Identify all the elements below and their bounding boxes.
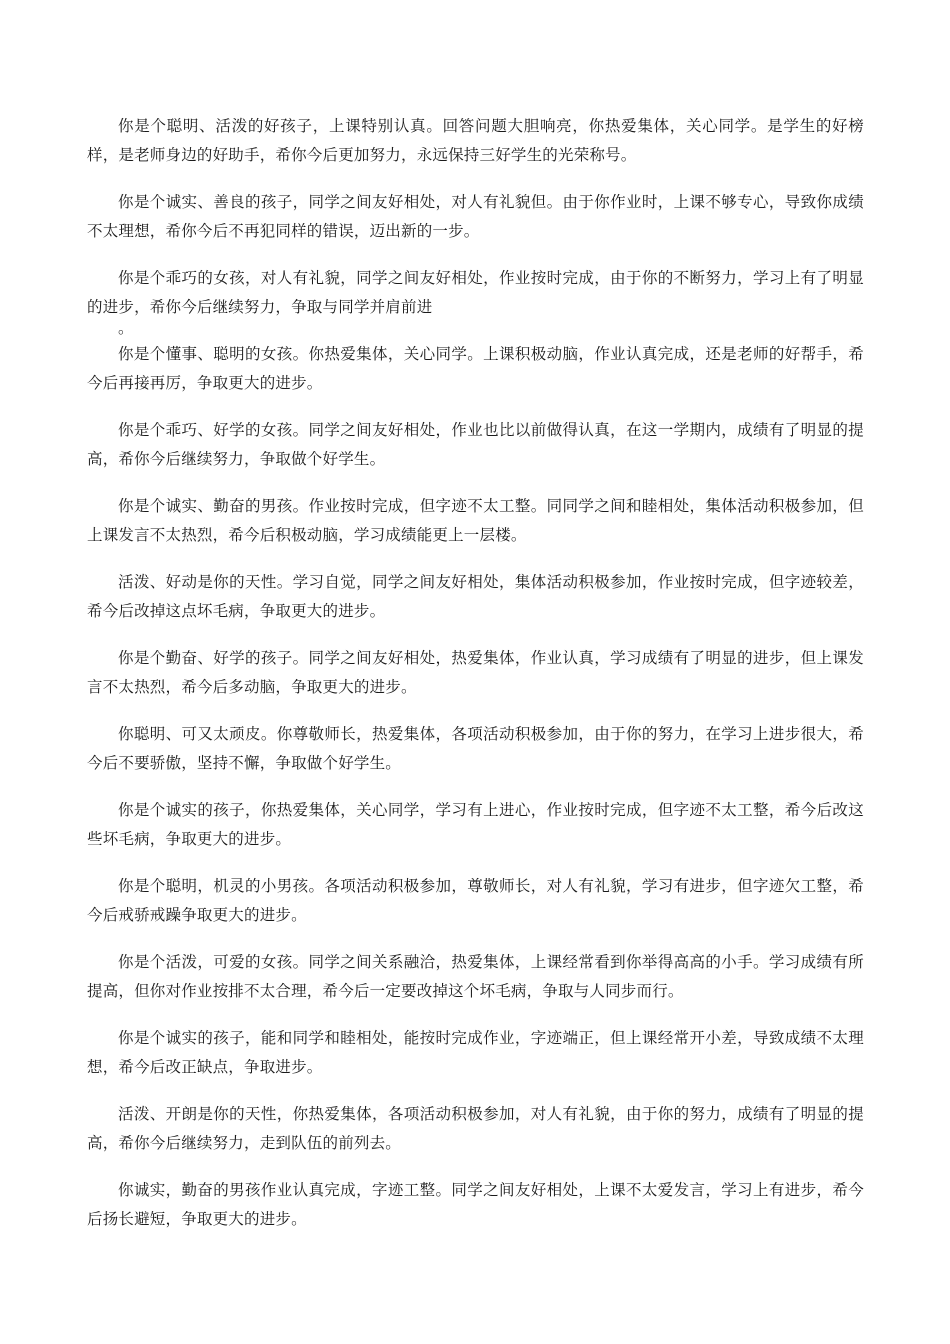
comment-paragraph-12: 你是个活泼，可爱的女孩。同学之间关系融洽，热爱集体，上课经常看到你举得高高的小手。学习成绩有所提高，但你对作业按排不太合理，希今后一定要改掉这个坏毛病，争取与人同步而行。	[87, 953, 864, 1000]
document-body	[87, 112, 864, 1252]
comment-paragraph-3: 你是个乖巧的女孩，对人有礼貌，同学之间友好相处，作业按时完成，由于你的不断努力，学习上有了明显的进步，希你今后继续努力，争取与同学并肩前进	[87, 269, 864, 316]
comment-paragraph-11: 你是个聪明，机灵的小男孩。各项活动积极参加，尊敬师长，对人有礼貌，学习有进步，但字迹欠工整，希今后戒骄戒躁争取更大的进步。	[87, 877, 864, 924]
comment-paragraph-4: 你是个懂事、聪明的女孩。你热爱集体，关心同学。上课积极动脑，作业认真完成，还是老师的好帮手，希今后再接再厉，争取更大的进步。	[87, 345, 864, 392]
stray-period-line: 。	[118, 319, 134, 337]
comment-paragraph-2: 你是个诚实、善良的孩子，同学之间友好相处，对人有礼貌但。由于你作业时，上课不够专心，导致你成绩不太理想，希你今后不再犯同样的错误，迈出新的一步。	[87, 193, 864, 240]
comment-paragraph-7: 活泼、好动是你的天性。学习自觉，同学之间友好相处，集体活动积极参加，作业按时完成，但字迹较差，希今后改掉这点坏毛病，争取更大的进步。	[87, 573, 864, 620]
comment-paragraph-9: 你聪明、可又太顽皮。你尊敬师长，热爱集体，各项活动积极参加，由于你的努力，在学习上进步很大，希今后不要骄傲，坚持不懈，争取做个好学生。	[87, 725, 864, 772]
comment-paragraph-8: 你是个勤奋、好学的孩子。同学之间友好相处，热爱集体，作业认真，学习成绩有了明显的进步，但上课发言不太热烈，希今后多动脑，争取更大的进步。	[87, 649, 864, 696]
comment-paragraph-15: 你诚实，勤奋的男孩作业认真完成，字迹工整。同学之间友好相处，上课不太爱发言，学习上有进步，希今后扬长避短，争取更大的进步。	[87, 1181, 864, 1228]
comment-paragraph-10: 你是个诚实的孩子，你热爱集体，关心同学，学习有上进心，作业按时完成，但字迹不太工整，希今后改这些坏毛病，争取更大的进步。	[87, 801, 864, 848]
comment-paragraph-13: 你是个诚实的孩子，能和同学和睦相处，能按时完成作业，字迹端正，但上课经常开小差，导致成绩不太理想，希今后改正缺点，争取进步。	[87, 1029, 864, 1076]
comment-paragraph-6: 你是个诚实、勤奋的男孩。作业按时完成，但字迹不太工整。同同学之间和睦相处，集体活动积极参加，但上课发言不太热烈，希今后积极动脑，学习成绩能更上一层楼。	[87, 497, 864, 544]
comment-paragraph-5: 你是个乖巧、好学的女孩。同学之间友好相处，作业也比以前做得认真，在这一学期内，成绩有了明显的提高，希你今后继续努力，争取做个好学生。	[87, 421, 864, 468]
comment-paragraph-14: 活泼、开朗是你的天性，你热爱集体，各项活动积极参加，对人有礼貌，由于你的努力，成绩有了明显的提高，希你今后继续努力，走到队伍的前列去。	[87, 1105, 864, 1152]
comment-paragraph-1: 你是个聪明、活泼的好孩子，上课特别认真。回答问题大胆响亮，你热爱集体，关心同学。是学生的好榜样，是老师身边的好助手，希你今后更加努力，永远保持三好学生的光荣称号。	[87, 117, 864, 164]
